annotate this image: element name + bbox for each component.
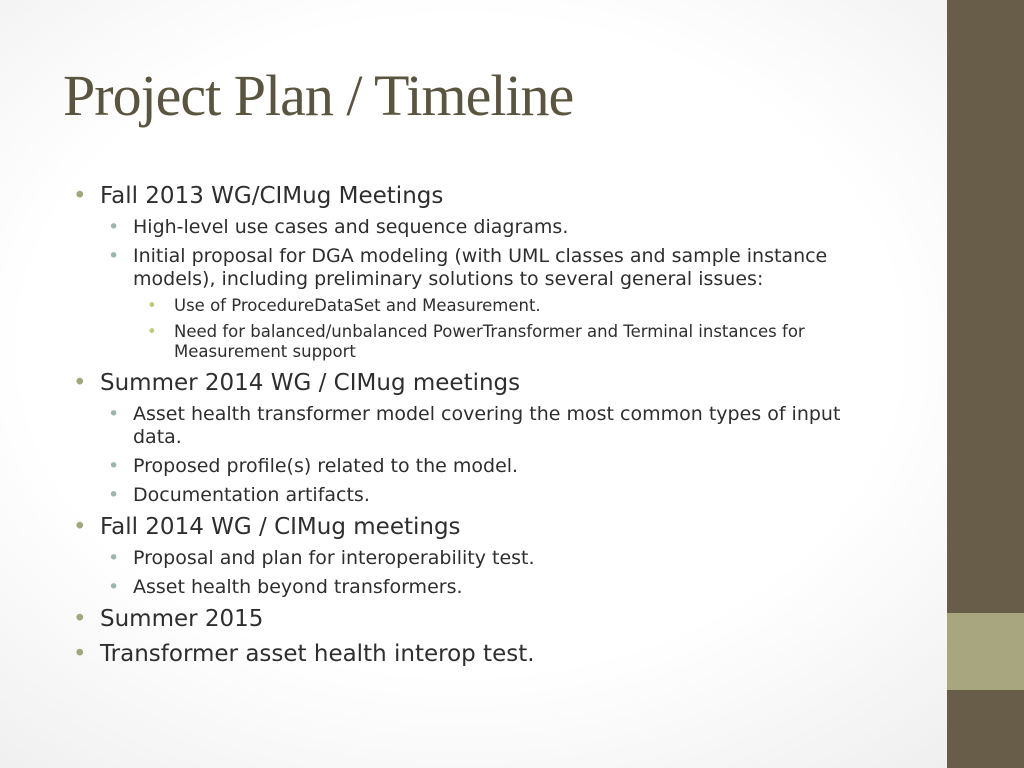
bullet-text: Asset health transformer model covering the most common types of input: [133, 403, 841, 425]
bullet-text: Initial proposal for DGA modeling (with UML classes and sample instance: [133, 245, 828, 267]
bullet-level-2: [108, 455, 519, 477]
bullet-icon: •: [73, 514, 87, 540]
bullet-icon: •: [108, 484, 120, 506]
bullet-level-2: [108, 216, 569, 238]
bullet-text: Need for balanced/unbalanced PowerTransformer and Terminal instances for: [174, 322, 805, 341]
bullet-text: Transformer asset health interop test.: [100, 641, 535, 667]
bullet-icon: •: [108, 576, 120, 598]
bullet-level-2: [108, 547, 535, 569]
bullet-icon: •: [108, 455, 120, 477]
bullet-level-2: [108, 576, 463, 598]
bullet-continuation: [174, 342, 356, 361]
bullet-level-1: [73, 514, 461, 540]
bullet-icon: •: [108, 547, 120, 569]
bullet-text: models), including preliminary solutions to several general issues:: [133, 268, 764, 290]
bullet-level-3: [147, 322, 805, 341]
bullet-level-2: [108, 484, 370, 506]
bullet-icon: •: [73, 641, 87, 667]
bullet-text: High-level use cases and sequence diagrams.: [133, 216, 569, 238]
bullet-text: Measurement support: [174, 342, 356, 361]
bullet-continuation: [133, 268, 763, 290]
bullet-text: Proposed profile(s) related to the model.: [133, 455, 519, 477]
bullet-icon: •: [73, 606, 87, 632]
bullet-text: Asset health beyond transformers.: [133, 576, 463, 598]
bullet-text: Fall 2014 WG / CIMug meetings: [100, 514, 461, 540]
bullet-continuation: [133, 426, 182, 448]
bullet-level-1: [73, 606, 264, 632]
bullet-text: Summer 2014 WG / CIMug meetings: [100, 370, 521, 396]
bullet-level-2: [108, 245, 828, 267]
bullet-level-1: [73, 370, 521, 396]
bullet-level-2: [108, 403, 841, 425]
bullet-text: Proposal and plan for interoperability test.: [133, 547, 535, 569]
bullet-icon: •: [147, 322, 157, 341]
bullet-icon: •: [147, 296, 157, 315]
bullet-icon: •: [73, 370, 87, 396]
bullet-level-1: [73, 183, 444, 209]
decorative-sidebar: [947, 0, 1024, 768]
bullet-text: Use of ProcedureDataSet and Measurement.: [174, 296, 541, 315]
bullet-icon: •: [73, 183, 87, 209]
bullet-text: data.: [133, 426, 182, 448]
bullet-text: Documentation artifacts.: [133, 484, 370, 506]
bullet-icon: •: [108, 245, 120, 267]
bullet-level-1: [73, 641, 535, 667]
bullet-icon: •: [108, 403, 120, 425]
bullet-icon: •: [108, 216, 120, 238]
slide-title: Project Plan / Timeline: [63, 63, 574, 128]
bullet-level-3: [147, 296, 541, 315]
bullet-text: Fall 2013 WG/CIMug Meetings: [100, 183, 444, 209]
sidebar-accent-band: [947, 613, 1024, 690]
bullet-text: Summer 2015: [100, 606, 264, 632]
